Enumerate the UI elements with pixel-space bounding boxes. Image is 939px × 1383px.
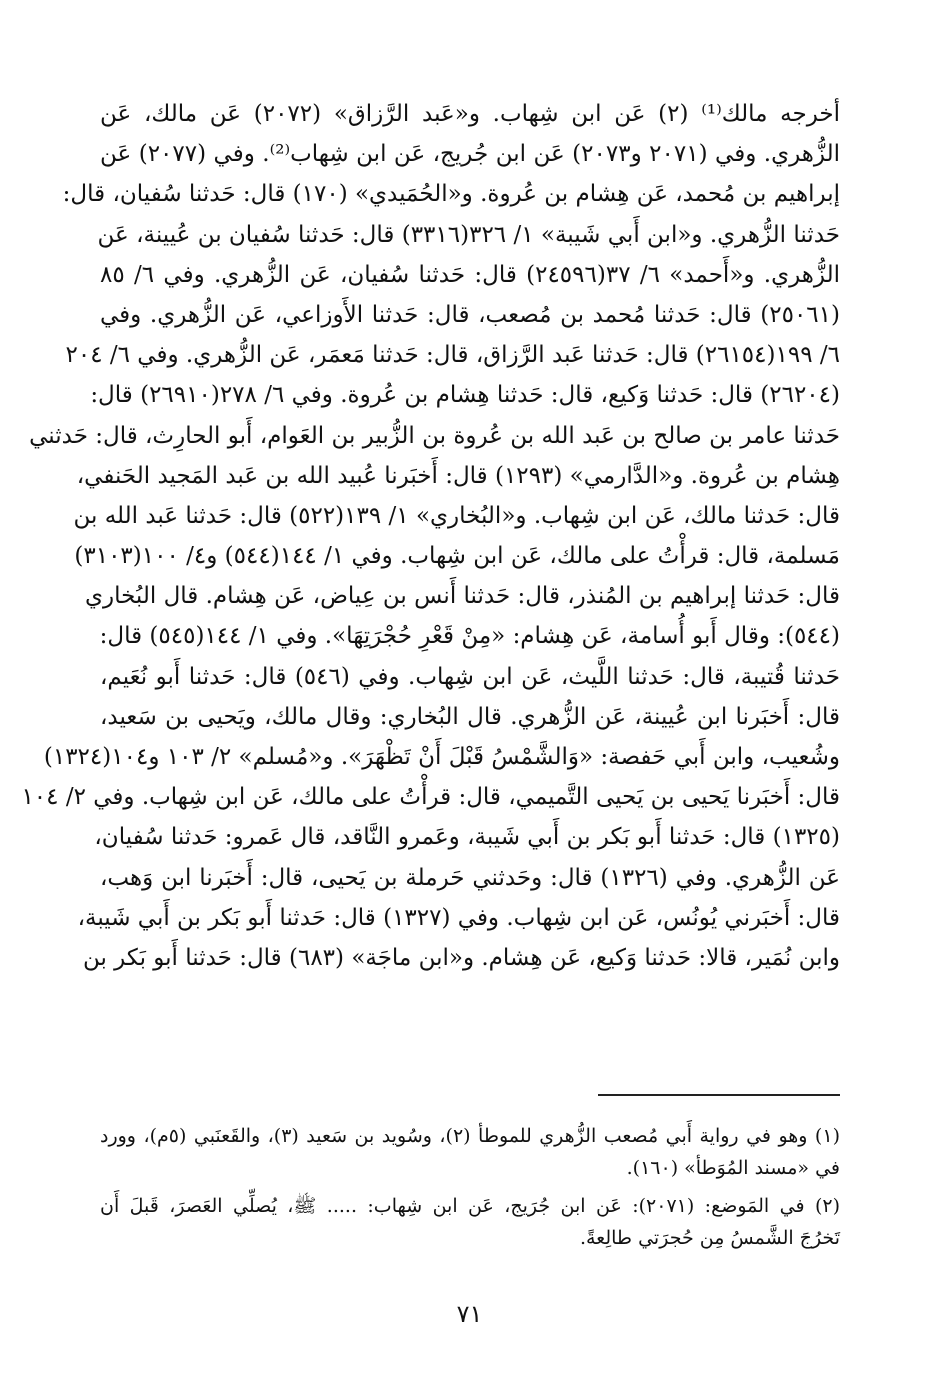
- main-text-block: [21, 94, 841, 978]
- main-line-11: قال: حَدثنا مالك، عَن ابن شِهاب. و«البُخاري» ١/ ١٣٩(٥٢٢) قال: حَدثنا عَبد الله بن: [73, 502, 840, 529]
- main-line-10: هِشام بن عُروة. و«الدَّارمي» (١٢٩٣) قال: أَخبَرنا عُبيد الله بن عَبد المَجيد الحَنفي،: [76, 462, 840, 489]
- footnote-1-line-1: (١) وهو في رواية أَبي مُصعب الزُّهري للموطأ (٢)، وسُويد بن سَعيد (٣)، والقَعنَبي (٥م)، وورد: [100, 1125, 840, 1147]
- main-line-21: قال: أَخبَرني يُونُس، عَن ابن شِهاب. وفي (١٣٢٧) قال: حَدثنا أَبو بَكر بن أَبي شَيبة،: [77, 904, 840, 931]
- main-line-8: (٢٦٢٠٤) قال: حَدثنا وَكيع، قال: حَدثنا هِشام بن عُروة. وفي ٦/ ٢٧٨(٢٦٩١٠) قال:: [90, 382, 840, 409]
- footnote-2-line-1: (٢) في المَوضع: (٢٠٧١): عَن ابن جُرَيج، عَن ابن شِهاب: ..... ﷺ، يُصلِّي العَصرَ، قَبلَ أَن: [100, 1195, 840, 1217]
- main-line-19: (١٣٢٥) قال: حَدثنا أَبو بَكر بن أَبي شَيبة، وعَمرو النَّاقد، قال عَمرو: حَدثنا سُفيان،: [94, 824, 840, 851]
- footnote-separator: [598, 1094, 840, 1096]
- main-line-2: الزُّهري. وفي (٢٠٧١ و٢٠٧٣) عَن ابن جُريج، عَن ابن شِهاب⁽²⁾. وفي (٢٠٧٧) عَن: [100, 141, 841, 168]
- main-line-13: قال: حَدثنا إبراهيم بن المُنذر، قال: حَدثنا أَنس بن عِياض، عَن هِشام. قال البُخاري: [84, 583, 840, 610]
- main-line-7: ٦/ ١٩٩(٢٦١٥٤) قال: حَدثنا عَبد الرَّزاق، قال: حَدثنا مَعمَر، عَن الزُّهري. وفي ٦/ ٢٠٤: [65, 342, 840, 369]
- main-line-4: حَدثنا الزُّهري. و«ابن أَبي شَيبة» ١/ ٣٢٦(٣٣١٦) قال: حَدثنا سُفيان بن عُيينة، عَن: [97, 221, 840, 248]
- main-line-14: (٥٤٤): وقال أَبو أُسامة، عَن هِشام: «مِنْ قَعْرِ حُجْرَتِهَا». وفي ١/ ١٤٤(٥٤٥) قال:: [99, 623, 840, 650]
- main-line-1: أخرجه مالك⁽¹⁾ (٢) عَن ابن شِهاب. و«عَبد الرَّزاق» (٢٠٧٢) عَن مالك، عَن: [100, 101, 841, 127]
- footnote-2-line-2: تَخرُجَ الشَّمسُ مِن حُجرَتي طالِعةً.: [579, 1227, 840, 1249]
- footnote-1-line-2: في «مسند المُوَطأ» (١٦٠).: [626, 1157, 840, 1179]
- main-line-18: قال: أَخبَرنا يَحيى بن يَحيى التَّميمي، قال: قرأْتُ على مالك، عَن ابن شِهاب. وفي ٢/ ١٠٤: [21, 784, 840, 811]
- main-line-3: إبراهيم بن مُحمد، عَن هِشام بن عُروة. و«الحُمَيدي» (١٧٠) قال: حَدثنا سُفيان، قال:: [62, 181, 840, 208]
- main-line-9: حَدثنا عامر بن صالح بن عَبد الله بن عُروة بن الزُّبير بن العَوام، أَبو الحارِث، قال: حَدثني: [29, 422, 840, 449]
- main-line-15: حَدثنا قُتيبة، قال: حَدثنا اللَّيث، عَن ابن شِهاب. وفي (٥٤٦) قال: حَدثنا أَبو نُعَيم،: [100, 663, 840, 690]
- main-line-5: الزُّهري. و«أَحمد» ٦/ ٣٧(٢٤٥٩٦) قال: حَدثنا سُفيان، عَن الزُّهري. وفي ٦/ ٨٥: [100, 261, 841, 288]
- main-line-17: وشُعيب، وابن أَبي حَفصة: «وَالشَّمْسُ قَبْلَ أَنْ تَظْهَرَ». و«مُسلم» ٢/ ١٠٣ و١٠٤(١٣٢٤): [43, 744, 840, 770]
- main-line-20: عَن الزُّهري. وفي (١٣٢٦) قال: وحَدثني حَرملة بن يَحيى، قال: أَخبَرنا ابن وَهب،: [100, 864, 840, 891]
- footnotes-block: [100, 1120, 840, 1254]
- main-line-12: مَسلمة، قال: قرأْتُ على مالك، عَن ابن شِهاب. وفي ١/ ١٤٤(٥٤٤) و٤/ ١٠٠(٣١٠٣): [74, 543, 840, 570]
- page-number: ٧١: [456, 1300, 483, 1328]
- main-line-6: (٢٥٠٦١) قال: حَدثنا مُحمد بن مُصعب، قال: حَدثنا الأَوزاعي، عَن الزُّهري. وفي: [100, 301, 840, 328]
- main-line-22: وابن نُمَير، قالا: حَدثنا وَكيع، عَن هِشام. و«ابن ماجَة» (٦٨٣) قال: حَدثنا أَبو بَكر بن: [82, 944, 840, 971]
- main-line-16: قال: أَخبَرنا ابن عُيينة، عَن الزُّهري. قال البُخاري: وقال مالك، ويَحيى بن سَعيد،: [100, 703, 840, 730]
